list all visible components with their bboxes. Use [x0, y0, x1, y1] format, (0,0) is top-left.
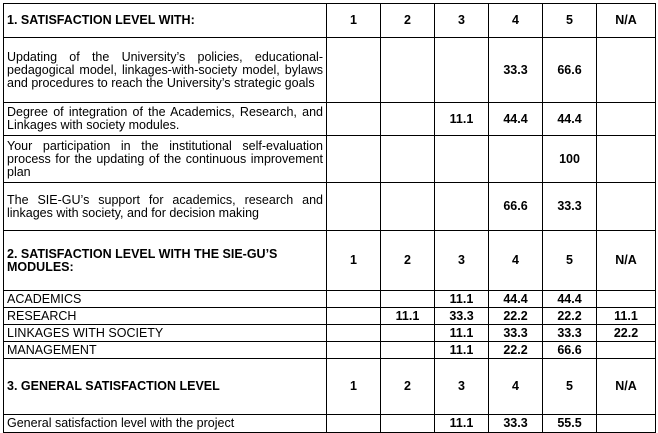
column-header: 1 — [327, 4, 381, 38]
value-cell — [327, 415, 381, 433]
row-label: LINKAGES WITH SOCIETY — [4, 325, 327, 342]
value-cell: 100 — [543, 136, 597, 183]
column-header: 5 — [543, 231, 597, 291]
value-cell — [381, 325, 435, 342]
value-cell — [435, 136, 489, 183]
value-cell: 33.3 — [489, 415, 543, 433]
satisfaction-survey-table — [3, 3, 656, 433]
value-cell — [597, 38, 656, 103]
value-cell — [327, 342, 381, 359]
value-cell: 33.3 — [435, 308, 489, 325]
value-cell — [435, 183, 489, 231]
value-cell — [597, 291, 656, 308]
value-cell — [381, 103, 435, 136]
value-cell — [597, 415, 656, 433]
table-row — [4, 342, 656, 359]
value-cell: 66.6 — [543, 342, 597, 359]
section-header-row — [4, 4, 656, 38]
row-label: The SIE-GU’s support for academics, research and linkages with society, and for decision making — [4, 183, 327, 231]
column-header: 3 — [435, 359, 489, 415]
value-cell: 11.1 — [435, 415, 489, 433]
value-cell — [489, 136, 543, 183]
row-label: RESEARCH — [4, 308, 327, 325]
value-cell: 22.2 — [597, 325, 656, 342]
table-row — [4, 415, 656, 433]
value-cell — [597, 342, 656, 359]
value-cell: 33.3 — [489, 38, 543, 103]
value-cell: 22.2 — [489, 308, 543, 325]
column-header: 5 — [543, 359, 597, 415]
table-row — [4, 136, 656, 183]
value-cell: 66.6 — [489, 183, 543, 231]
row-label: Degree of integration of the Academics, Research, and Linkages with society modules. — [4, 103, 327, 136]
value-cell: 66.6 — [543, 38, 597, 103]
value-cell — [327, 38, 381, 103]
value-cell: 33.3 — [543, 183, 597, 231]
value-cell — [327, 291, 381, 308]
value-cell — [327, 136, 381, 183]
value-cell: 44.4 — [543, 103, 597, 136]
column-header: 1 — [327, 359, 381, 415]
row-label: MANAGEMENT — [4, 342, 327, 359]
value-cell: 11.1 — [435, 291, 489, 308]
column-header: 1 — [327, 231, 381, 291]
section-title: 1. SATISFACTION LEVEL WITH: — [4, 4, 327, 38]
column-header: 5 — [543, 4, 597, 38]
table-row — [4, 183, 656, 231]
value-cell: 33.3 — [543, 325, 597, 342]
section-header-row — [4, 359, 656, 415]
column-header: 2 — [381, 359, 435, 415]
value-cell: 11.1 — [597, 308, 656, 325]
row-label: Your participation in the institutional self-evaluation process for the updating of the continuous improvement plan — [4, 136, 327, 183]
column-header: 4 — [489, 231, 543, 291]
value-cell: 44.4 — [489, 103, 543, 136]
column-header: 2 — [381, 231, 435, 291]
value-cell — [327, 183, 381, 231]
value-cell: 11.1 — [435, 342, 489, 359]
table-row — [4, 308, 656, 325]
column-header: 2 — [381, 4, 435, 38]
column-header: N/A — [597, 4, 656, 38]
row-label: ACADEMICS — [4, 291, 327, 308]
value-cell — [327, 308, 381, 325]
table-row — [4, 325, 656, 342]
value-cell — [435, 38, 489, 103]
value-cell: 11.1 — [435, 325, 489, 342]
value-cell: 55.5 — [543, 415, 597, 433]
value-cell — [381, 38, 435, 103]
value-cell — [381, 136, 435, 183]
table-body — [4, 4, 656, 433]
table-row — [4, 291, 656, 308]
table-row — [4, 103, 656, 136]
value-cell — [327, 103, 381, 136]
section-title: 3. GENERAL SATISFACTION LEVEL — [4, 359, 327, 415]
column-header: N/A — [597, 231, 656, 291]
column-header: 4 — [489, 4, 543, 38]
value-cell — [381, 183, 435, 231]
section-title: 2. SATISFACTION LEVEL WITH THE SIE-GU’S MODULES: — [4, 231, 327, 291]
value-cell — [381, 415, 435, 433]
column-header: 3 — [435, 4, 489, 38]
value-cell — [327, 325, 381, 342]
value-cell: 44.4 — [489, 291, 543, 308]
column-header: N/A — [597, 359, 656, 415]
column-header: 4 — [489, 359, 543, 415]
value-cell: 11.1 — [381, 308, 435, 325]
table-row — [4, 38, 656, 103]
value-cell — [597, 103, 656, 136]
value-cell: 33.3 — [489, 325, 543, 342]
value-cell — [597, 183, 656, 231]
value-cell: 44.4 — [543, 291, 597, 308]
value-cell — [597, 136, 656, 183]
value-cell — [381, 342, 435, 359]
row-label: General satisfaction level with the project — [4, 415, 327, 433]
section-header-row — [4, 231, 656, 291]
value-cell: 22.2 — [543, 308, 597, 325]
column-header: 3 — [435, 231, 489, 291]
row-label: Updating of the University’s policies, educational-pedagogical model, linkages-with-society model, bylaws and procedures to reach the University’s strategic goals — [4, 38, 327, 103]
value-cell — [381, 291, 435, 308]
value-cell: 11.1 — [435, 103, 489, 136]
value-cell: 22.2 — [489, 342, 543, 359]
